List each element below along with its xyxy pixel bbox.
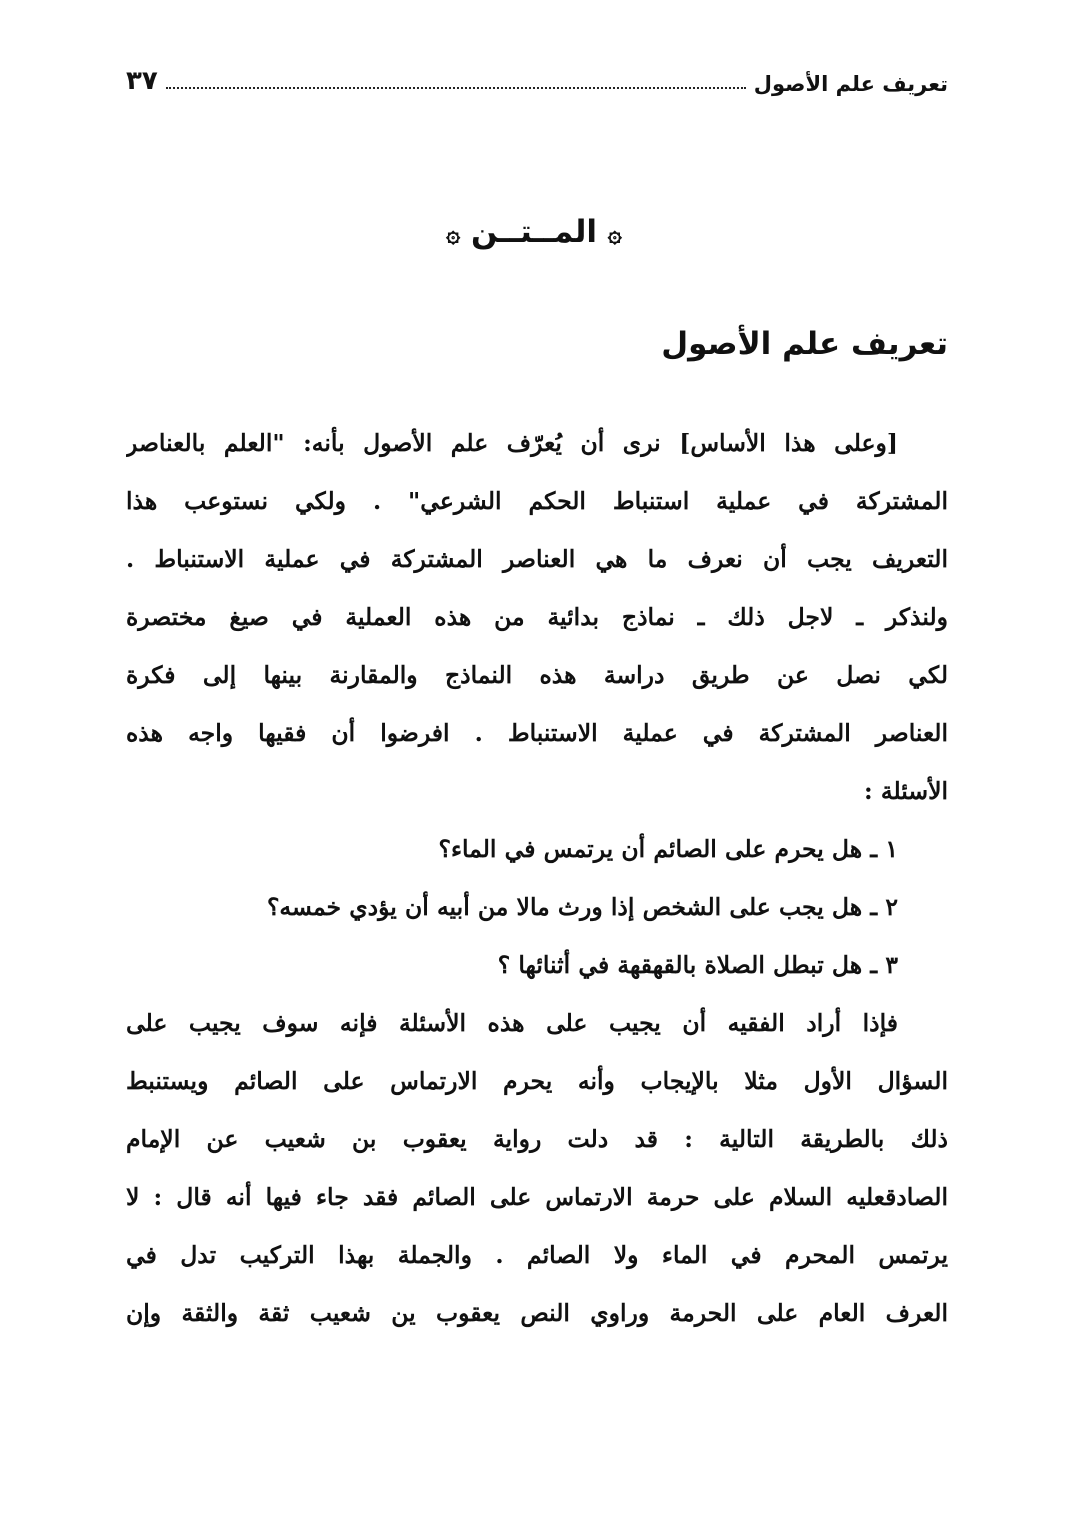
list-item: ١ ـ هل يحرم على الصائم أن يرتمس في الماء؟: [438, 835, 898, 863]
text-line: لكي نصل عن طريق دراسة هذه النماذج والمقارنة بينها إلى فكرة: [126, 661, 948, 689]
text-line: العرف العام على الحرمة وراوي النص يعقوب ين شعيب ثقة والثقة وإن: [126, 1299, 948, 1327]
running-head-title: تعريف علم الأصول: [753, 72, 948, 96]
text-line: السؤال الأول مثلا بالإيجاب وأنه يحرم الارتماس على الصائم ويستنبط: [126, 1067, 948, 1095]
list-item: ٢ ـ هل يجب على الشخص إذا ورث مالا من أبيه أن يؤدي خمسه؟: [266, 893, 898, 921]
body-text: [126, 414, 948, 1342]
text-line: يرتمس المحرم في الماء ولا الصائم . والجملة بهذا التركيب تدل في: [126, 1241, 948, 1269]
text-line: الصادقعليه السلام على حرمة الارتماس على الصائم فقد جاء فيها أنه قال : لا: [126, 1183, 948, 1211]
ornament-icon: ۞: [446, 219, 461, 248]
section-heading-label: المــتــن: [471, 214, 597, 250]
ornament-icon: ۞: [607, 219, 622, 248]
page-number: ٣٧: [126, 66, 158, 96]
text-line: [وعلى هذا الأساس] نرى أن يُعرّف علم الأصول بأنه: "العلم بالعناصر: [126, 429, 898, 457]
text-line: ذلك بالطريقة التالية : قد دلت رواية يعقوب بن شعيب عن الإمام: [126, 1125, 948, 1153]
text-line: الأسئلة :: [864, 777, 948, 805]
text-line: ولنذكر ـ لاجل ذلك ـ نماذج بدائية من هذه العملية في صيغ مختصرة: [126, 603, 948, 631]
running-head: [126, 56, 948, 96]
section-heading: [0, 214, 1068, 250]
list-item: ٣ ـ هل تبطل الصلاة بالقهقهة في أثنائها ؟: [497, 951, 898, 979]
text-line: المشتركة في عملية استنباط الحكم الشرعي" . ولكي نستوعب هذا: [126, 487, 948, 515]
dot-leader: [166, 87, 746, 89]
text-line: فإذا أراد الفقيه أن يجيب على هذه الأسئلة فإنه سوف يجيب على: [126, 1009, 898, 1037]
text-line: التعريف يجب أن نعرف ما هي العناصر المشتركة في عملية الاستنباط .: [126, 545, 948, 573]
text-line: العناصر المشتركة في عملية الاستنباط . افرضوا أن فقيها واجه هذه: [126, 719, 948, 747]
chapter-title: تعريف علم الأصول: [661, 326, 948, 362]
